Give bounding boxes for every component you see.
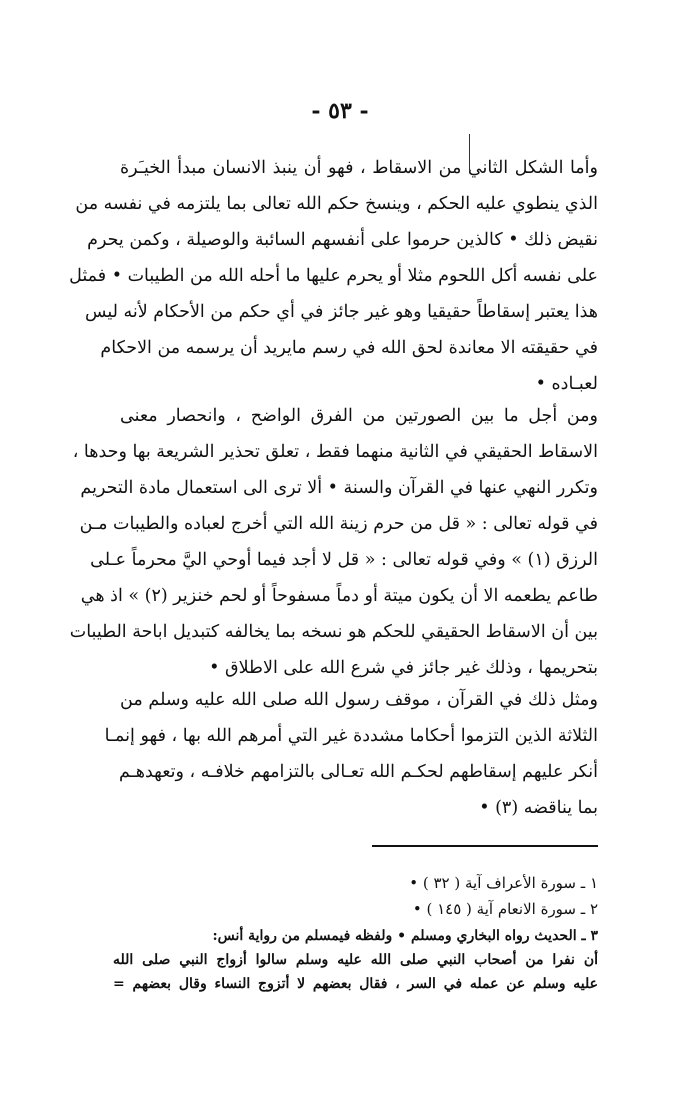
text-line: ومن أجل ما بين الصورتين من الفرق الواضح ، وانحصار معنى [120, 406, 598, 426]
footnotes-2 [113, 896, 598, 922]
paragraph-2 [69, 398, 598, 686]
text-line: طاعم يطعمه الا أن يكون ميتة أو دماً مسفوحاً أو لحم خنزير (٢) » اذ هي [80, 586, 598, 606]
footnote-divider [372, 845, 598, 847]
text-line: الاسقاط الحقيقي في الثانية منهما فقط ، تعلق تحذير الشريعة بها وحدها ، [72, 442, 598, 462]
text-line: الثلاثة الذين التزموا أحكاما مشددة غير التي أمرهم الله بها ، فهو إنمـا [104, 726, 598, 746]
text-line: بما يناقضه (٣) • [479, 798, 598, 818]
text-line: وأما الشكل الثاني من الاسقاط ، فهو أن ينبذ الانسان مبدأ الخيـَرة [120, 158, 598, 178]
text-line: نقيض ذلك • كالذين حرموا على أنفسهم السائبة والوصيلة ، وكمن يحرم [87, 230, 598, 250]
page-number: - ٥٣ - [311, 98, 369, 124]
footnote-3-line: عليه وسلم عن عمله في السر ، فقال بعضهم لا أتزوج النساء وقال بعضهم = [113, 976, 598, 992]
text-line: بين أن الاسقاط الحقيقي للحكم هو نسخه بما يخالفه كتبديل اباحة الطيبات [69, 622, 598, 642]
footnote-3-line: ٣ ـ الحديث رواه البخاري ومسلم • ولفظه فيمسلم من رواية أنس: [212, 928, 598, 944]
text-line: في حقيقته الا معاندة لحق الله في رسم مايريد أن يرسمه من الاحكام [100, 338, 598, 358]
text-line: على نفسه أكل اللحوم مثلا أو يحرم عليها ما أحله الله من الطيبات • فمثل [69, 266, 598, 286]
text-line: وتكرر النهي عنها في القرآن والسنة • ألا ترى الى استعمال مادة التحريم [80, 478, 598, 498]
text-line: ومثل ذلك في القرآن ، موقف رسول الله صلى الله عليه وسلم من [120, 690, 598, 710]
text-line: لعبـاده • [535, 374, 598, 394]
text-line: في قوله تعالى : « قل من حرم زينة الله التي أخرج لعباده والطيبات مـن [79, 514, 598, 534]
paragraph-3 [104, 682, 598, 826]
paragraph-1 [69, 150, 598, 402]
footnote-3-line: أن نفرا من أصحاب النبي صلى الله عليه وسلم سالوا أزواج النبي صلى الله [113, 952, 598, 968]
text-line: هذا يعتبر إسقاطاً حقيقيا وهو غير جائز في أي حكم من الأحكام لأنه ليس [85, 302, 598, 322]
footnote-2: ٢ ـ سورة الانعام آية ( ١٤٥ ) • [412, 900, 598, 918]
text-line: الرزق (١) » وفي قوله تعالى : « قل لا أجد فيما أوحي اليَّ محرماً عـلى [90, 550, 598, 570]
text-line: أنكر عليهم إسقاطهم لحكـم الله تعـالى بالتزامهم خلافـه ، وتعهدهـم [118, 762, 598, 782]
footnote-3 [113, 924, 598, 996]
text-line: بتحريمها ، وذلك غير جائز في شرع الله على الاطلاق • [209, 658, 598, 678]
footnote-1: ١ ـ سورة الأعراف آية ( ٣٢ ) • [409, 874, 598, 892]
footnotes [113, 870, 598, 896]
text-line: الذي ينطوي عليه الحكم ، وينسخ حكم الله تعالى بما يلتزمه في نفسه من [75, 194, 598, 214]
